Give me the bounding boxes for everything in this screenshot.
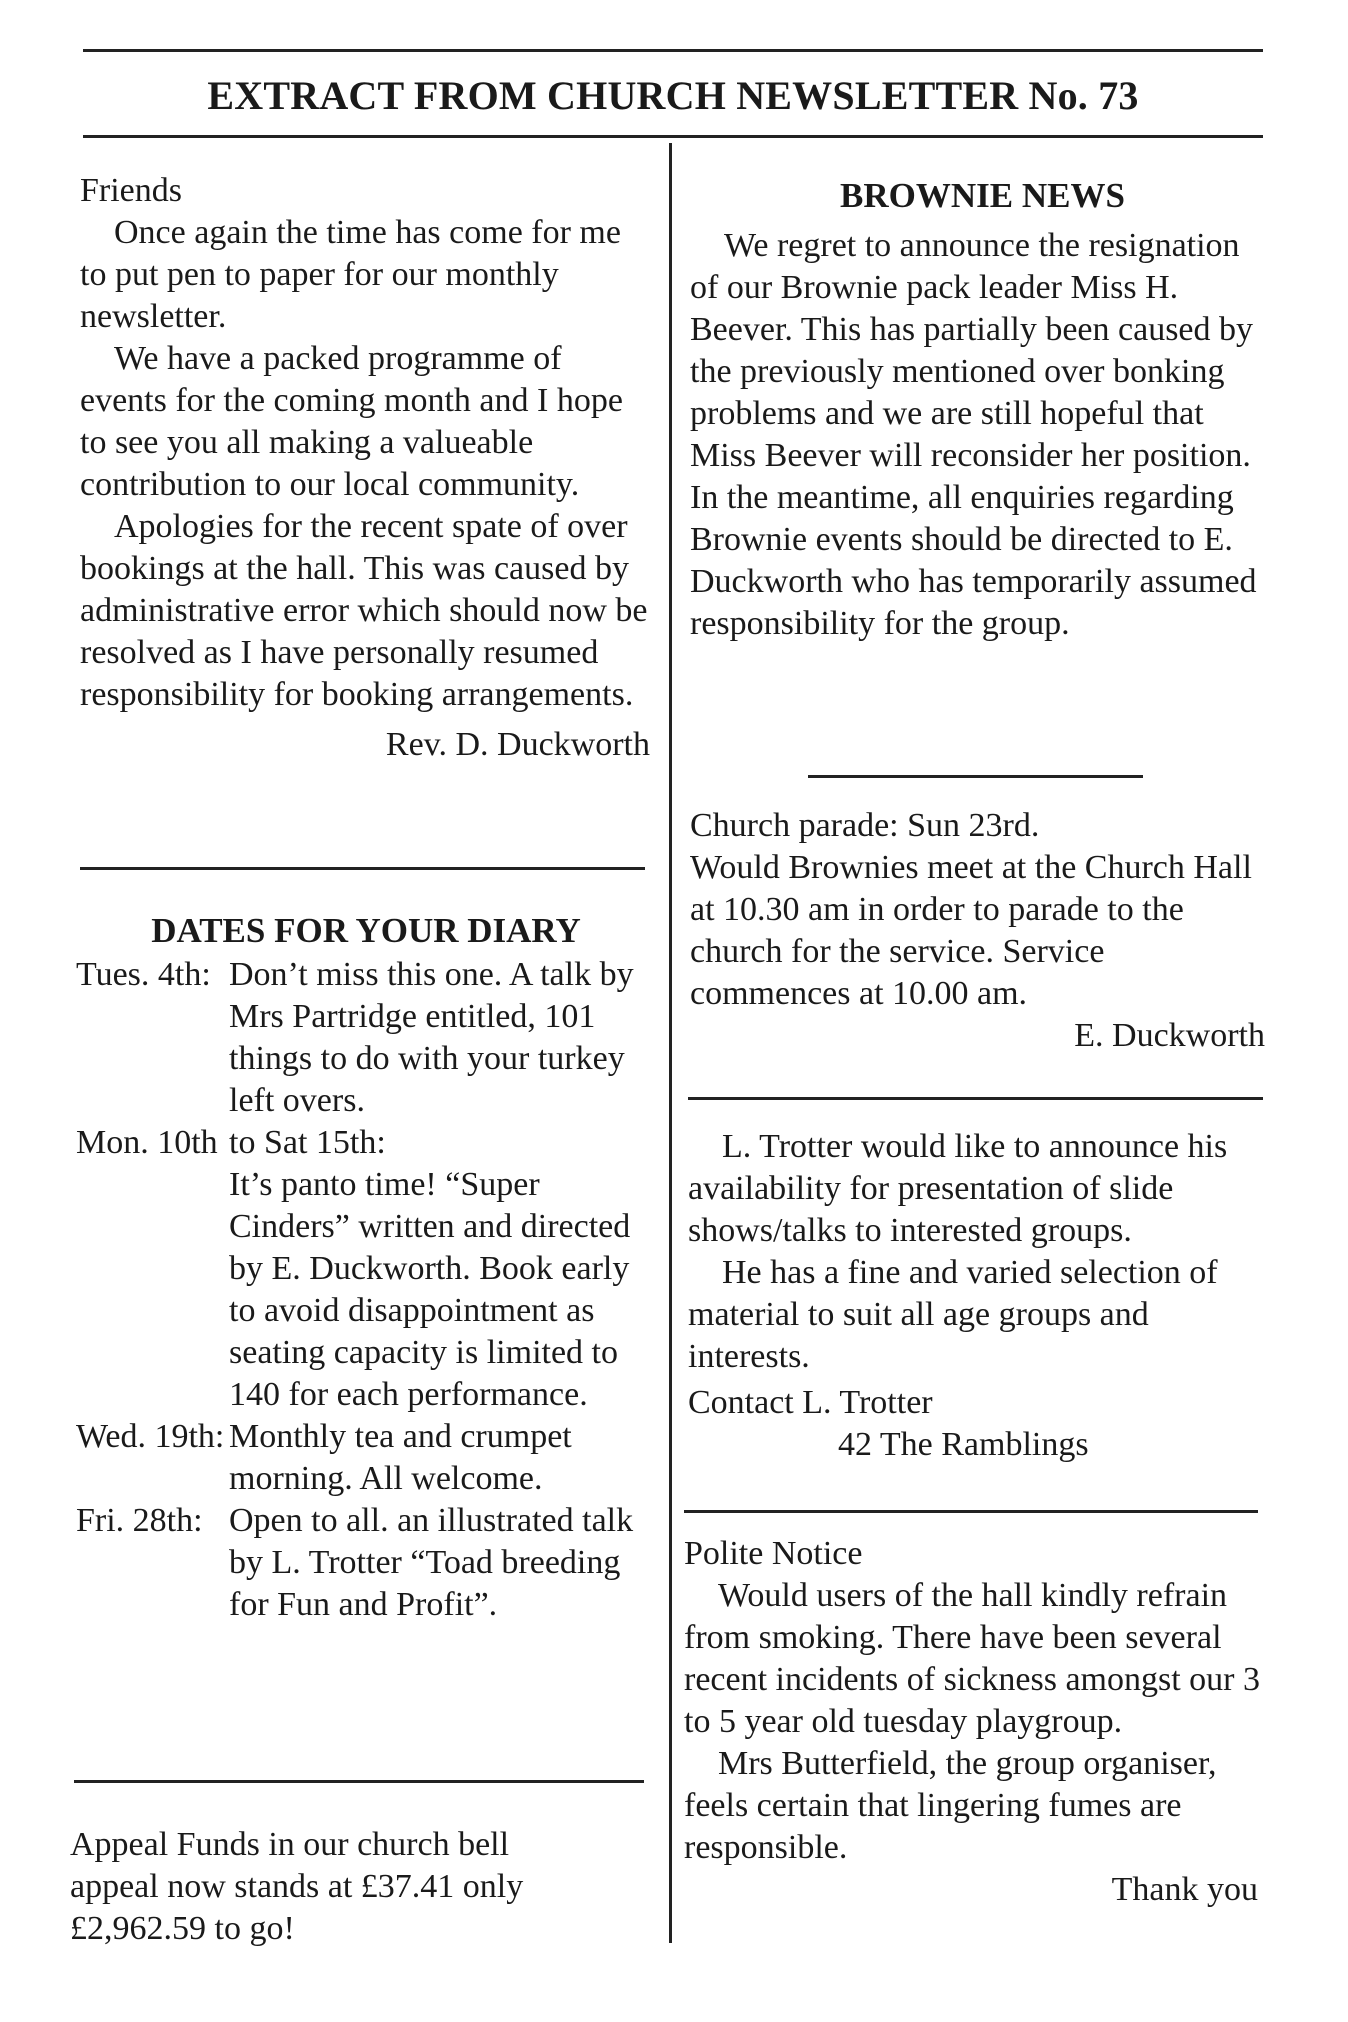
diary-text: Monthly tea and crumpet morning. All welcome. xyxy=(229,1418,572,1497)
top-rule xyxy=(83,49,1263,52)
diary-entry xyxy=(76,1416,656,1500)
letter-section xyxy=(80,170,650,766)
appeal-text: Appeal Funds in our church bell appeal now stands at £37.41 only £2,962.59 to go! xyxy=(70,1826,524,1947)
trotter-section xyxy=(688,1126,1268,1466)
column-divider xyxy=(669,143,672,1943)
letter-paragraph: Once again the time has come for me to put pen to paper for our monthly newsletter. xyxy=(80,214,621,335)
diary-date: Fri. 28th: xyxy=(76,1502,203,1539)
diary-entry xyxy=(76,954,656,1122)
letter-signature: Rev. D. Duckworth xyxy=(385,726,650,763)
right-divider-2 xyxy=(684,1510,1258,1513)
diary-text: Open to all. an illustrated talk by L. Trotter “Toad breeding for Fun and Profit”. xyxy=(229,1502,634,1623)
diary-date: Wed. 19th: xyxy=(76,1418,225,1455)
trotter-paragraph: He has a fine and varied selection of material to suit all age groups and interests. xyxy=(688,1254,1218,1375)
page-title: EXTRACT FROM CHURCH NEWSLETTER No. 73 xyxy=(207,73,1139,118)
left-divider-2 xyxy=(74,1780,644,1783)
trotter-contact: Contact L. Trotter xyxy=(688,1384,933,1421)
letter-greeting: Friends xyxy=(80,172,182,209)
diary-entry xyxy=(76,1122,656,1164)
letter-paragraph: Apologies for the recent spate of over bookings at the hall. This was caused by administrative error which should now be resolved as I have personally resumed responsibility for booking arrangements. xyxy=(80,508,648,713)
right-divider-1 xyxy=(688,1097,1263,1100)
right-divider-short xyxy=(808,775,1143,778)
parade-text: Would Brownies meet at the Church Hall at 10.30 am in order to parade to the church for the service. Service commences at 10.00 am. xyxy=(690,849,1252,1012)
parade-line: Church parade: Sun 23rd. xyxy=(690,807,1040,844)
parade-section xyxy=(690,805,1265,1057)
notice-section xyxy=(684,1533,1274,1911)
diary-text: Don’t miss this one. A talk by Mrs Partridge entitled, 101 things to do with your turkey left overs. xyxy=(229,956,634,1119)
brownie-section xyxy=(690,175,1275,645)
title-rule xyxy=(83,135,1263,138)
parade-signature: E. Duckworth xyxy=(1074,1017,1265,1054)
diary-heading: DATES FOR YOUR DIARY xyxy=(151,911,581,950)
diary-detail: It’s panto time! “Super Cinders” written and directed by E. Duckworth. Book early to avoid disappointment as seating capacity is limited to 140 for each performance. xyxy=(229,1166,631,1413)
trotter-paragraph: L. Trotter would like to announce his availability for presentation of slide shows/talks to interested groups. xyxy=(688,1128,1228,1249)
notice-paragraph: Would users of the hall kindly refrain from smoking. There have been several recent incidents of sickness amongst our 3 to 5 year old tuesday playgroup. xyxy=(684,1577,1260,1740)
diary-section xyxy=(76,910,656,1626)
trotter-address: 42 The Ramblings xyxy=(838,1426,1089,1463)
diary-date: Tues. 4th: xyxy=(76,956,211,993)
diary-entry xyxy=(76,1500,656,1626)
brownie-heading: BROWNIE NEWS xyxy=(840,176,1125,215)
diary-text: to Sat 15th: xyxy=(229,1124,386,1161)
notice-signoff: Thank you xyxy=(1111,1871,1258,1908)
brownie-text: We regret to announce the resignation of our Brownie pack leader Miss H. Beever. This has partially been caused by the previously mentioned over bonking problems and we are still hopeful that Miss Beever will reconsider her position. In the meantime, all enquiries regarding Brownie events should be directed to E. Duckworth who has temporarily assumed responsibility for the group. xyxy=(690,227,1257,642)
notice-paragraph: Mrs Butterfield, the group organiser, feels certain that lingering fumes are responsible. xyxy=(684,1745,1217,1866)
diary-date: Mon. 10th xyxy=(76,1124,218,1161)
left-divider-1 xyxy=(80,867,645,870)
appeal-section xyxy=(70,1824,570,1950)
notice-heading: Polite Notice xyxy=(684,1535,863,1572)
letter-paragraph: We have a packed programme of events for the coming month and I hope to see you all making a valueable contribution to our local community. xyxy=(80,340,623,503)
